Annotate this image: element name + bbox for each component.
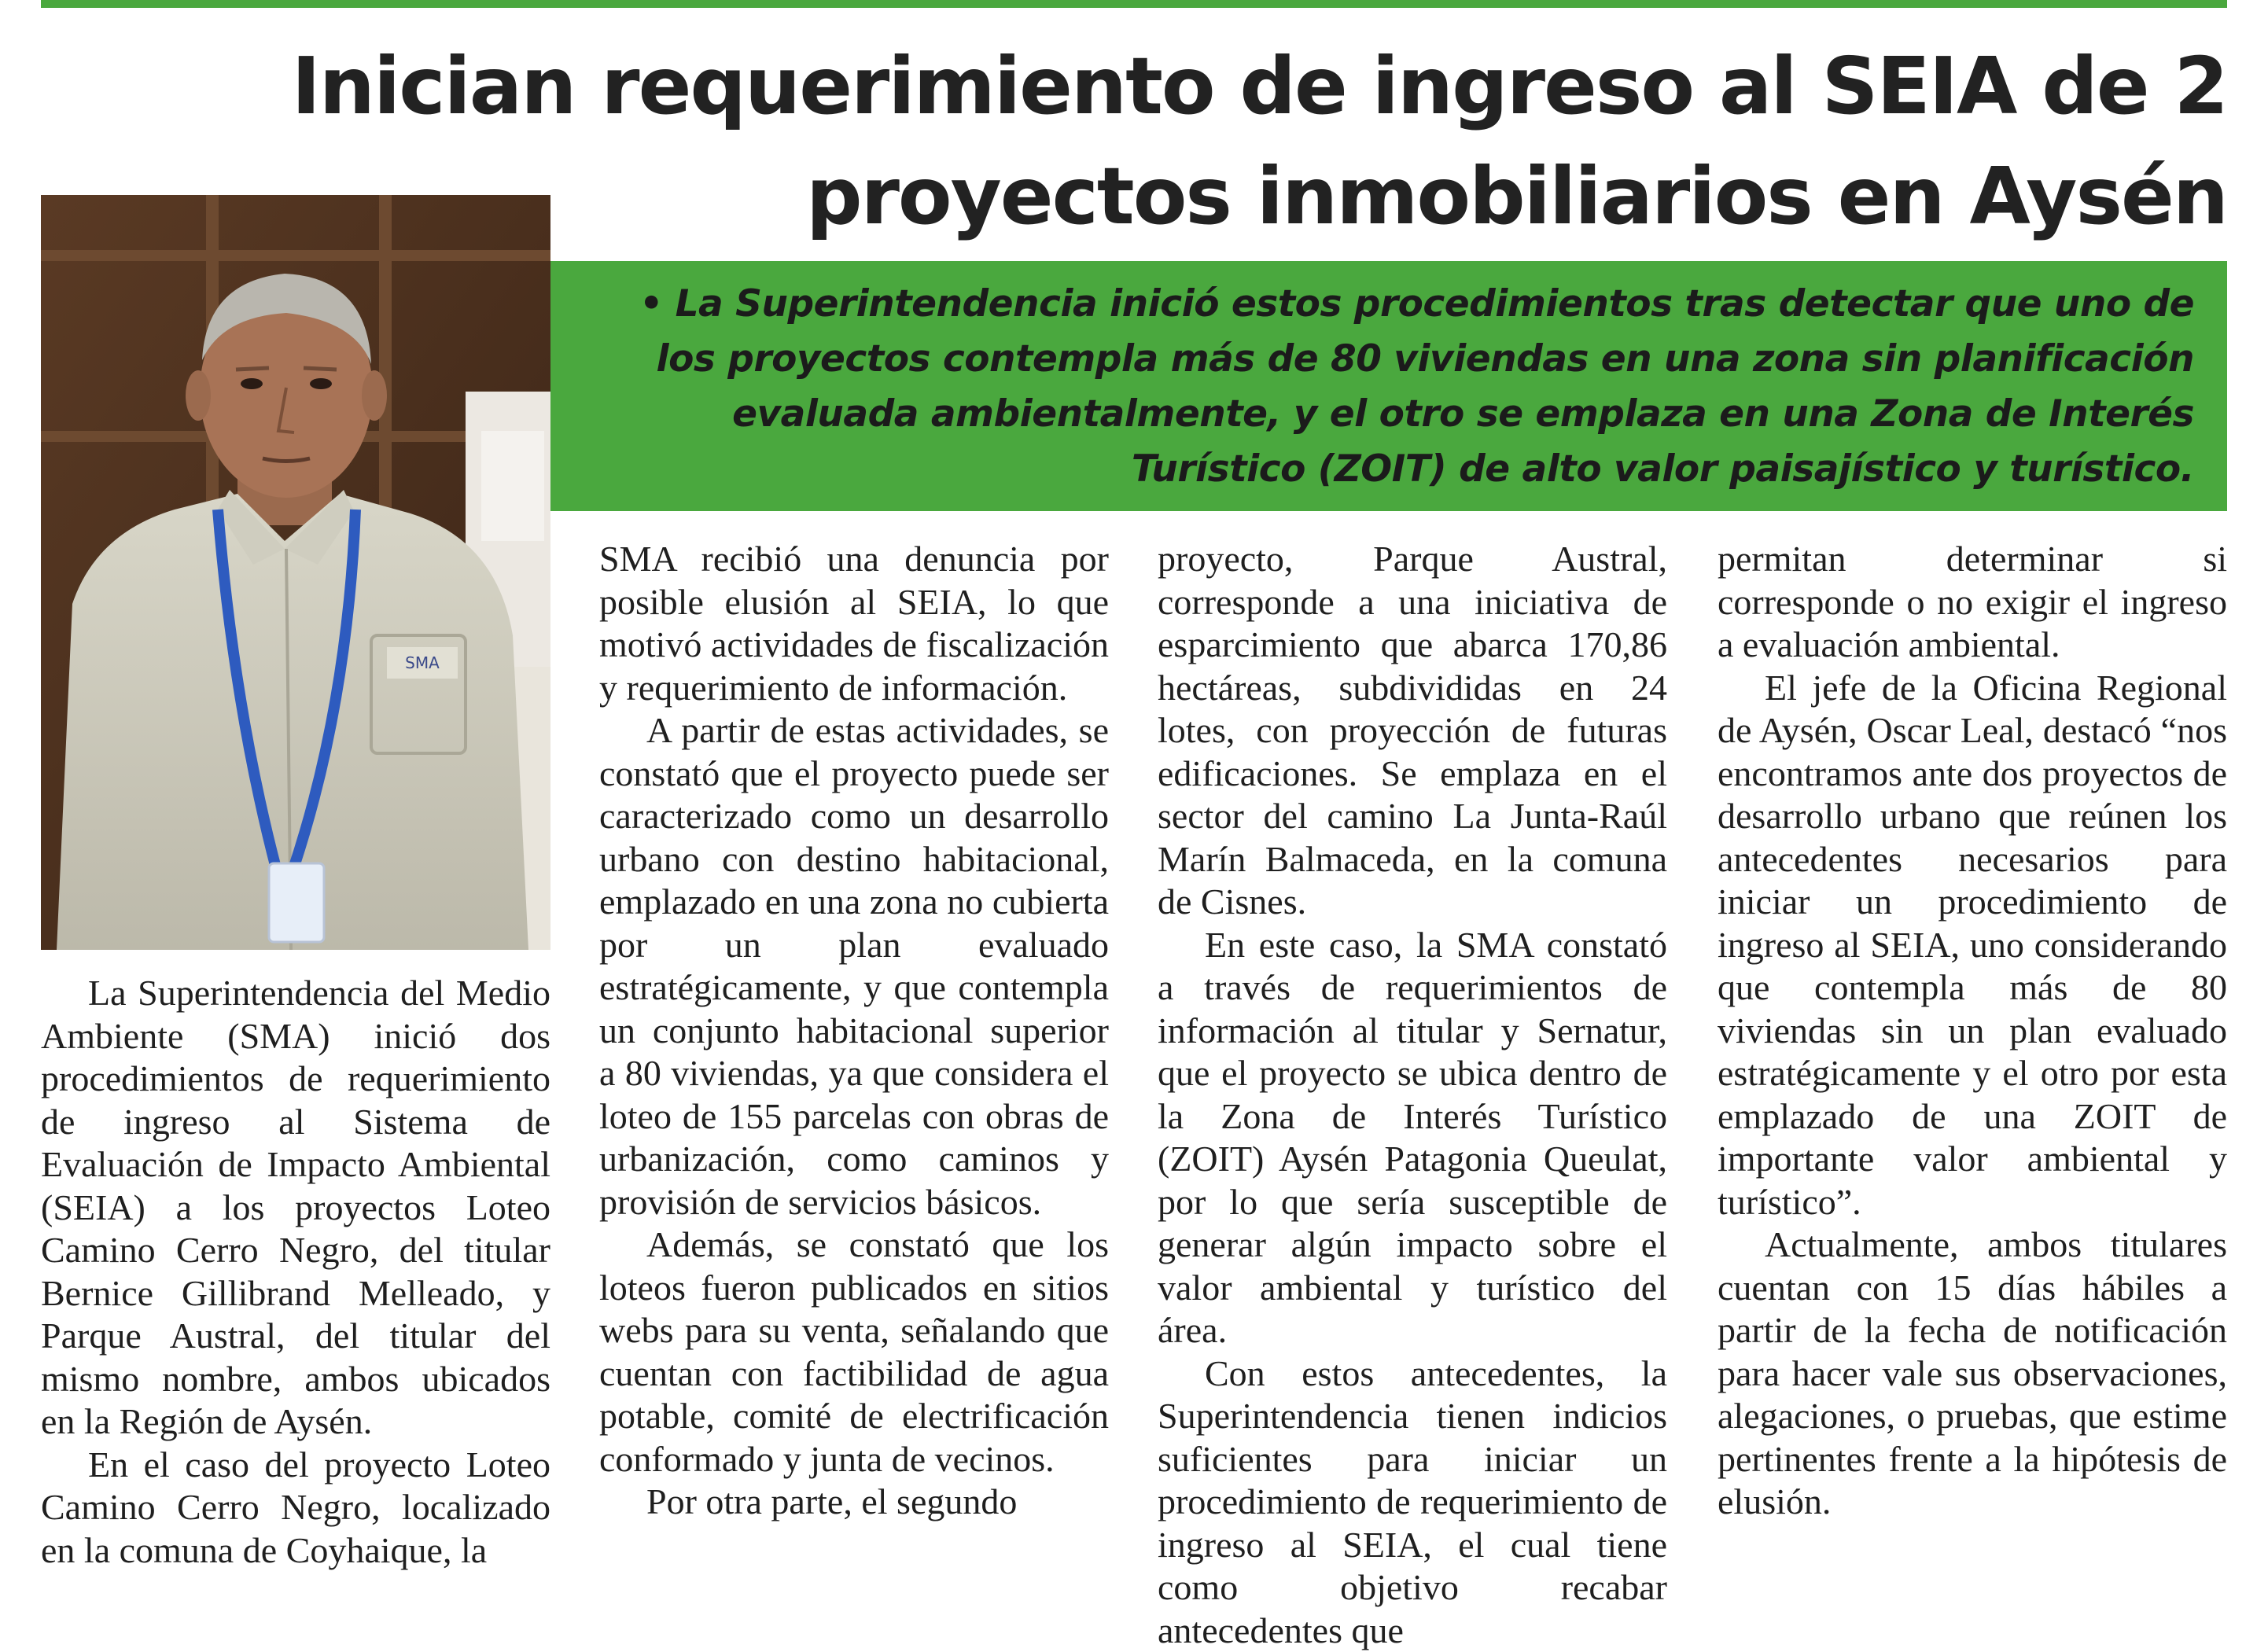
body-column-1	[41, 972, 550, 1572]
paragraph: Actualmente, ambos titulares cuentan con 15 días hábiles a partir de la fecha de notificación para hacer vale sus observaciones, alegaciones, o pruebas, que estime pertinentes frente a la hipótesis de elusión.	[1718, 1223, 2227, 1524]
summary-box	[550, 261, 2227, 511]
paragraph: En el caso del proyecto Loteo Camino Cerro Negro, localizado en la comuna de Coyhaique, la	[41, 1444, 550, 1573]
paragraph: El jefe de la Oficina Regional de Aysén, Oscar Leal, destacó “nos encontramos ante dos proyectos de desarrollo urbano que reúnen los antecedentes necesarios para iniciar un procedimiento de ingreso al SEIA, uno considerando que contempla más de 80 viviendas sin un plan evaluado estratégicamente y el otro por esta emplazado de una ZOIT de importante valor ambiental y turístico”.	[1718, 667, 2227, 1224]
body-column-2	[599, 538, 1109, 1524]
paragraph: Por otra parte, el segundo	[599, 1481, 1109, 1524]
paragraph: La Superintendencia del Medio Ambiente (SMA) inició dos procedimientos de requerimiento de ingreso al Sistema de Evaluación de Impacto Ambiental (SEIA) a los proyectos Loteo Camino Cerro Negro, del titular Bernice Gillibrand Melleado, y Parque Austral, del titular del mismo nombre, ambos ubicados en la Región de Aysén.	[41, 972, 550, 1444]
paragraph: proyecto, Parque Austral, corresponde a una iniciativa de esparcimiento que abarca 170,86 hectáreas, subdivididas en 24 lotes, con proyección de futuras edificaciones. Se emplaza en el sector del camino La Junta-Raúl Marín Balmaceda, en la comuna de Cisnes.	[1158, 538, 1667, 924]
body-column-4	[1718, 538, 2227, 1524]
shirt-logo-text: SMA	[405, 653, 440, 672]
portrait-photo	[41, 195, 550, 950]
paragraph: Además, se constató que los loteos fueron publicados en sitios webs para su venta, señalando que cuentan con factibilidad de agua potable, comité de electrificación conformado y junta de vecinos.	[599, 1223, 1109, 1481]
paragraph: permitan determinar si corresponde o no exigir el ingreso a evaluación ambiental.	[1718, 538, 2227, 667]
body-column-3	[1158, 538, 1667, 1652]
paragraph: A partir de estas actividades, se constató que el proyecto puede ser caracterizado como un desarrollo urbano con destino habitacional, emplazado en una zona no cubierta por un plan evaluado estratégicamente, y que contempla un conjunto habitacional superior a 80 viviendas, ya que considera el loteo de 155 parcelas con obras de urbanización, como caminos y provisión de servicios básicos.	[599, 709, 1109, 1223]
paragraph: Con estos antecedentes, la Superintendencia tienen indicios suficientes para iniciar un procedimiento de requerimiento de ingreso al SEIA, el cual tiene como objetivo recabar antecedentes que	[1158, 1352, 1667, 1652]
paragraph: SMA recibió una denuncia por posible elusión al SEIA, lo que motivó actividades de fiscalización y requerimiento de información.	[599, 538, 1109, 709]
top-accent-rule	[41, 0, 2227, 8]
paragraph: En este caso, la SMA constató a través de requerimientos de información al titular y Sernatur, que el proyecto se ubica dentro de la Zona de Interés Turístico (ZOIT) Aysén Patagonia Queulat, por lo que sería susceptible de generar algún impacto sobre el valor ambiental y turístico del área.	[1158, 924, 1667, 1352]
article-summary: • La Superintendencia inició estos procedimientos tras detectar que uno de los proyectos contempla más de 80 viviendas en una zona sin planificación evaluada ambientalmente, y el otro se emplaza en una Zona de Interés Turístico (ZOIT) de alto valor paisajístico y turístico.	[582, 277, 2194, 497]
article-headline: Inician requerimiento de ingreso al SEIA de 2 proyectos inmobiliarios en Aysén	[31, 31, 2227, 252]
